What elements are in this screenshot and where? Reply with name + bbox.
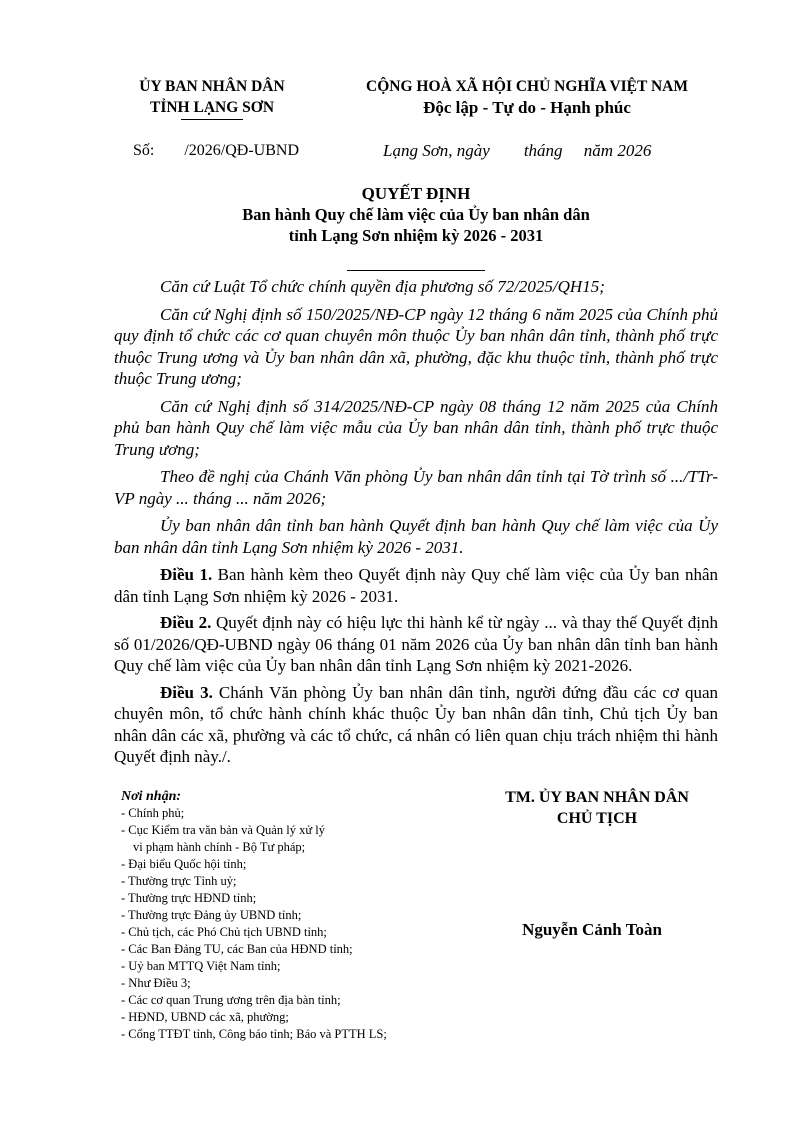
agency-line-2: TỈNH LẠNG SƠN bbox=[149, 99, 275, 116]
title-subject-line-1: Ban hành Quy chế làm việc của Ủy ban nhân dân bbox=[242, 205, 590, 224]
basis-paragraph: Căn cứ Nghị định số 150/2025/NĐ-CP ngày 12 tháng 6 năm 2025 của Chính phủ quy định tổ chức các cơ quan chuyên môn thuộc Ủy ban nhân dân tỉnh, thành phố trực thuộc Trung ương và Ủy ban nhân dân xã, phường, đặc khu thuộc tỉnh, thành phố trực thuộc Trung ương; bbox=[114, 304, 718, 388]
recipient-item: - Cục Kiểm tra văn bản và Quản lý xử lý bbox=[121, 823, 325, 837]
document-body bbox=[114, 276, 718, 773]
signature-authority: TM. ỦY BAN NHÂN DÂN bbox=[505, 789, 689, 806]
recipient-item: - Chủ tịch, các Phó Chủ tịch UBND tỉnh; bbox=[121, 925, 327, 939]
recipient-item: - Thường trực HĐND tỉnh; bbox=[121, 891, 257, 905]
recipient-item: - Chính phủ; bbox=[121, 806, 185, 820]
basis-paragraph: Ủy ban nhân dân tỉnh ban hành Quyết định ban hành Quy chế làm việc của Ủy ban nhân dân tỉnh Lạng Sơn nhiệm kỳ 2026 - 2031. bbox=[114, 516, 718, 557]
article-label: Điều 3. bbox=[160, 682, 213, 702]
recipient-item: vi phạm hành chính - Bộ Tư pháp; bbox=[133, 840, 306, 854]
agency-line-1: ỦY BAN NHÂN DÂN bbox=[139, 78, 285, 95]
document-number bbox=[133, 142, 299, 160]
recipient-item: - Đại biểu Quốc hội tỉnh; bbox=[121, 857, 247, 871]
signature-block bbox=[468, 787, 726, 829]
motto: Độc lập - Tự do - Hạnh phúc bbox=[423, 98, 631, 117]
recipient-item: - Các cơ quan Trung ương trên địa bàn tỉnh; bbox=[121, 993, 341, 1007]
document-title bbox=[114, 183, 718, 246]
signer-name: Nguyễn Cảnh Toàn bbox=[522, 920, 662, 939]
signature-title: CHỦ TỊCH bbox=[556, 810, 638, 827]
article-label: Điều 2. bbox=[160, 613, 212, 632]
recipients-list bbox=[121, 788, 441, 1043]
recipient-item: - HĐND, UBND các xã, phường; bbox=[121, 1010, 289, 1024]
document-number-value: /2026/QĐ-UBND bbox=[184, 142, 300, 159]
article-1 bbox=[114, 564, 718, 607]
recipients-heading: Nơi nhận: bbox=[121, 789, 182, 804]
recipient-item: - Thường trực Đảng ủy UBND tỉnh; bbox=[121, 908, 302, 922]
issuing-agency bbox=[108, 76, 316, 120]
recipient-item: - Thường trực Tỉnh uỷ; bbox=[121, 874, 237, 888]
basis-paragraph: Căn cứ Nghị định số 314/2025/NĐ-CP ngày 08 tháng 12 năm 2025 của Chính phủ ban hành Quy chế làm việc mẫu của Ủy ban nhân dân tỉnh, thành phố trực thuộc Trung ương; bbox=[114, 396, 718, 459]
document-number-label: Số: bbox=[133, 142, 155, 159]
article-3 bbox=[114, 682, 718, 768]
place-and-date: Lạng Sơn, ngày tháng năm 2026 bbox=[383, 141, 652, 160]
basis-paragraph: Theo đề nghị của Chánh Văn phòng Ủy ban nhân dân tỉnh tại Tờ trình số .../TTr-VP ngày ... tháng ... năm 2026; bbox=[114, 467, 718, 508]
article-label: Điều 1. bbox=[160, 565, 213, 584]
basis-paragraph: Căn cứ Luật Tổ chức chính quyền địa phương số 72/2025/QH15; bbox=[160, 277, 605, 296]
article-text: Quyết định này có hiệu lực thi hành kể từ ngày ... và thay thế Quyết định số 01/2026/QĐ-UBND ngày 06 tháng 01 năm 2026 của Ủy ban nhân dân tỉnh ban hành Quy chế làm việc của Ủy ban nhân dân tỉnh Lạng Sơn nhiệm kỳ 2021-2026. bbox=[114, 613, 718, 675]
recipient-item: - Các Ban Đảng TU, các Ban của HĐND tỉnh; bbox=[121, 942, 353, 956]
title-divider bbox=[347, 270, 485, 271]
article-text: Chánh Văn phòng Ủy ban nhân dân tỉnh, người đứng đầu các cơ quan chuyên môn, tổ chức hành chính khác thuộc Ủy ban nhân dân tỉnh, Chủ tịch Ủy ban nhân dân các xã, phường và các tổ chức, cá nhân có liên quan chịu trách nhiệm thi hành Quyết định này./. bbox=[114, 682, 718, 766]
agency-underline bbox=[181, 119, 243, 120]
national-motto bbox=[318, 76, 736, 118]
title-subject-line-2: tỉnh Lạng Sơn nhiệm kỳ 2026 - 2031 bbox=[288, 226, 544, 245]
article-text: Ban hành kèm theo Quyết định này Quy chế làm việc của Ủy ban nhân dân tỉnh Lạng Sơn nhiệm kỳ 2026 - 2031. bbox=[114, 565, 719, 606]
nation-name: CỘNG HOÀ XÃ HỘI CHỦ NGHĨA VIỆT NAM bbox=[366, 78, 688, 95]
title-type: QUYẾT ĐỊNH bbox=[361, 184, 471, 203]
recipient-item: - Uỷ ban MTTQ Việt Nam tỉnh; bbox=[121, 959, 281, 973]
recipient-item: - Như Điều 3; bbox=[121, 976, 191, 990]
article-2 bbox=[114, 612, 718, 677]
recipient-item: - Cổng TTĐT tỉnh, Công báo tỉnh; Báo và PTTH LS; bbox=[121, 1027, 387, 1041]
